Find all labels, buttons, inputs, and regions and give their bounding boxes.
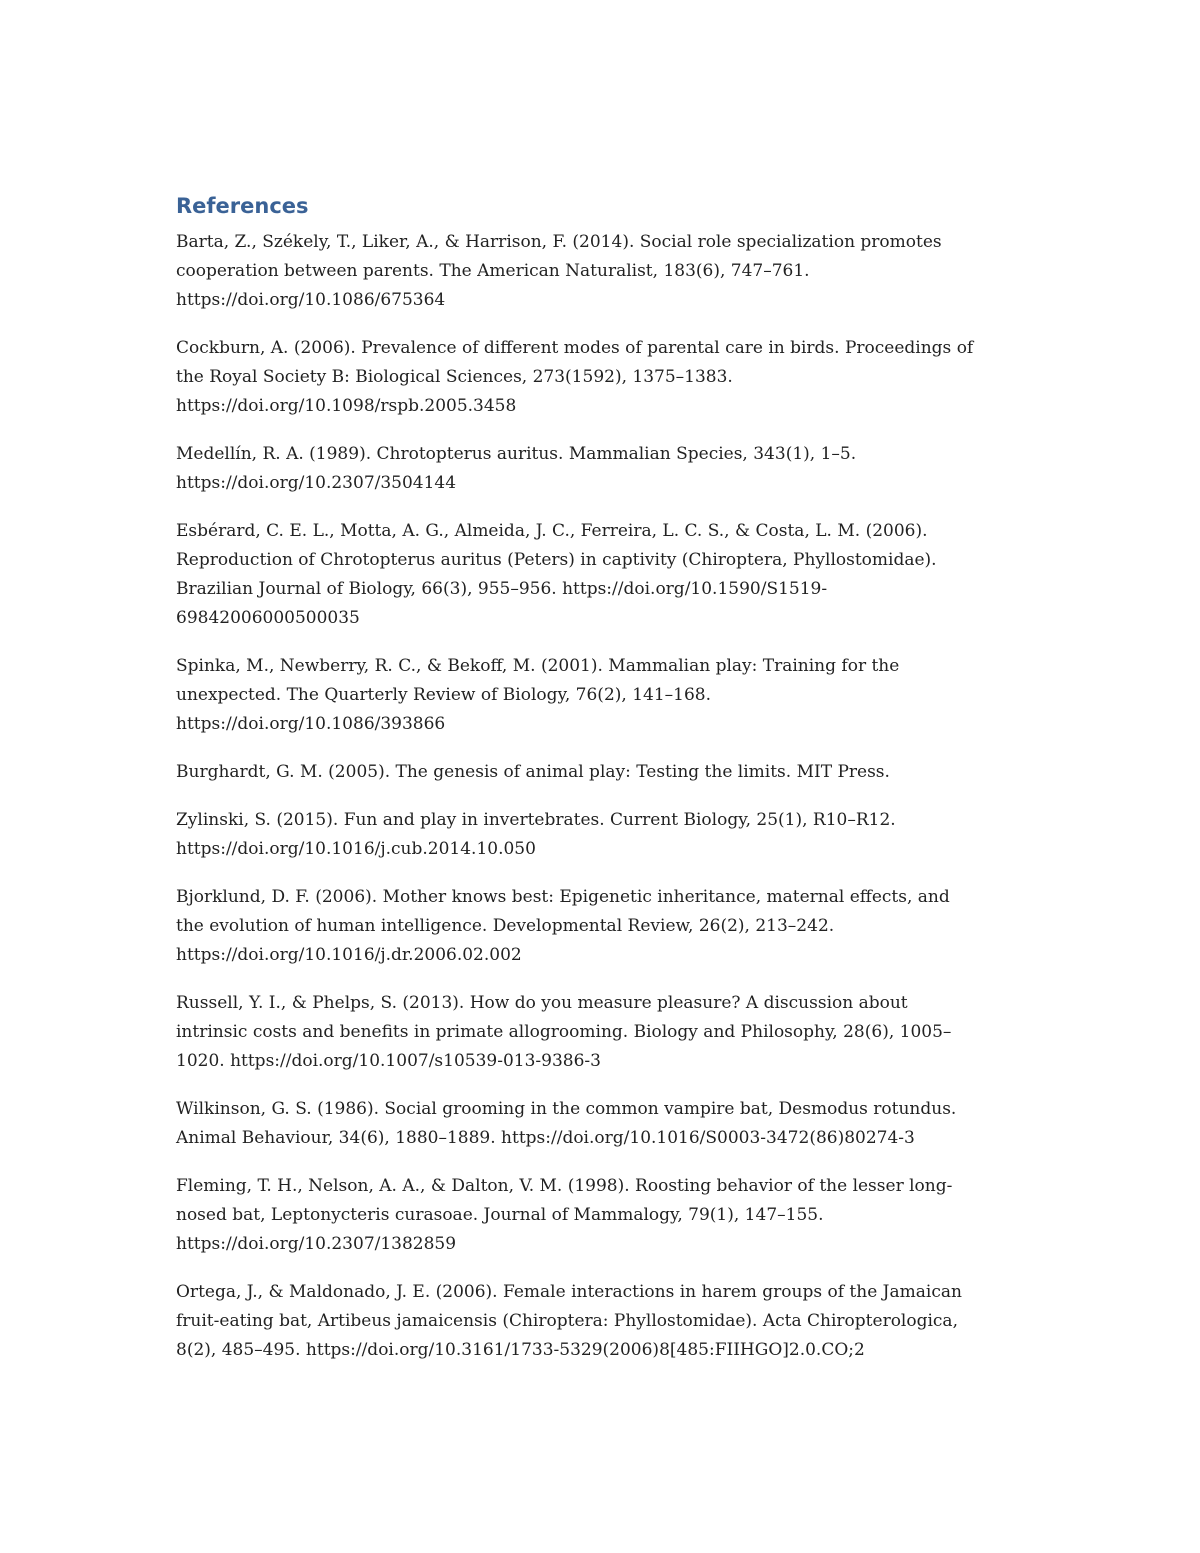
reference-line: unexpected. The Quarterly Review of Biology, 76(2), 141–168. [176,685,711,705]
reference-line: Esbérard, C. E. L., Motta, A. G., Almeida, J. C., Ferreira, L. C. S., & Costa, L. M. (2006). [176,521,928,541]
reference-entry [176,989,1026,1076]
reference-line: https://doi.org/10.1098/rspb.2005.3458 [176,396,517,416]
reference-line: https://doi.org/10.1086/675364 [176,290,446,310]
reference-entry [176,440,1026,498]
reference-line: cooperation between parents. The American Naturalist, 183(6), 747–761. [176,261,810,281]
reference-line: the evolution of human intelligence. Developmental Review, 26(2), 213–242. [176,916,835,936]
reference-line: Wilkinson, G. S. (1986). Social grooming in the common vampire bat, Desmodus rotundus. [176,1099,957,1119]
reference-line: https://doi.org/10.2307/1382859 [176,1234,457,1254]
reference-entry [176,758,1026,787]
reference-list [176,228,1026,1365]
reference-line: 1020. https://doi.org/10.1007/s10539-013-9386-3 [176,1051,601,1071]
reference-line: https://doi.org/10.1086/393866 [176,714,446,734]
reference-entry [176,652,1026,739]
reference-entry [176,883,1026,970]
reference-line: Ortega, J., & Maldonado, J. E. (2006). Female interactions in harem groups of the Jamaican [176,1282,962,1302]
reference-entry [176,1172,1026,1259]
reference-line: Brazilian Journal of Biology, 66(3), 955–956. https://doi.org/10.1590/S1519- [176,579,828,599]
reference-line: Bjorklund, D. F. (2006). Mother knows best: Epigenetic inheritance, maternal effects, and [176,887,950,907]
reference-entry [176,1278,1026,1365]
reference-line: Cockburn, A. (2006). Prevalence of different modes of parental care in birds. Proceedings of [176,338,974,358]
reference-line: Fleming, T. H., Nelson, A. A., & Dalton, V. M. (1998). Roosting behavior of the lesser long- [176,1176,953,1196]
reference-line: Burghardt, G. M. (2005). The genesis of animal play: Testing the limits. MIT Press. [176,762,890,782]
reference-line: https://doi.org/10.1016/j.dr.2006.02.002 [176,945,522,965]
reference-line: fruit-eating bat, Artibeus jamaicensis (Chiroptera: Phyllostomidae). Acta Chiropterologica, [176,1311,958,1331]
reference-line: 69842006000500035 [176,608,360,628]
reference-line: Zylinski, S. (2015). Fun and play in invertebrates. Current Biology, 25(1), R10–R12. [176,810,896,830]
references-heading: References [176,194,309,218]
reference-line: Spinka, M., Newberry, R. C., & Bekoff, M. (2001). Mammalian play: Training for the [176,656,900,676]
reference-line: nosed bat, Leptonycteris curasoae. Journal of Mammalogy, 79(1), 147–155. [176,1205,824,1225]
reference-line: intrinsic costs and benefits in primate allogrooming. Biology and Philosophy, 28(6), 1005– [176,1022,952,1042]
reference-entry [176,806,1026,864]
reference-line: https://doi.org/10.2307/3504144 [176,473,457,493]
reference-line: Russell, Y. I., & Phelps, S. (2013). How do you measure pleasure? A discussion about [176,993,908,1013]
reference-line: 8(2), 485–495. https://doi.org/10.3161/1733-5329(2006)8[485:FIIHGO]2.0.CO;2 [176,1340,865,1360]
reference-line: Reproduction of Chrotopterus auritus (Peters) in captivity (Chiroptera, Phyllostomidae). [176,550,937,570]
reference-entry [176,517,1026,633]
reference-entry [176,334,1026,421]
reference-line: https://doi.org/10.1016/j.cub.2014.10.050 [176,839,536,859]
reference-line: Animal Behaviour, 34(6), 1880–1889. https://doi.org/10.1016/S0003-3472(86)80274-3 [176,1128,915,1148]
reference-line: the Royal Society B: Biological Sciences, 273(1592), 1375–1383. [176,367,733,387]
reference-line: Medellín, R. A. (1989). Chrotopterus auritus. Mammalian Species, 343(1), 1–5. [176,444,857,464]
reference-entry [176,1095,1026,1153]
reference-line: Barta, Z., Székely, T., Liker, A., & Harrison, F. (2014). Social role specialization promotes [176,232,942,252]
reference-entry [176,228,1026,315]
references-section [176,190,1026,1384]
